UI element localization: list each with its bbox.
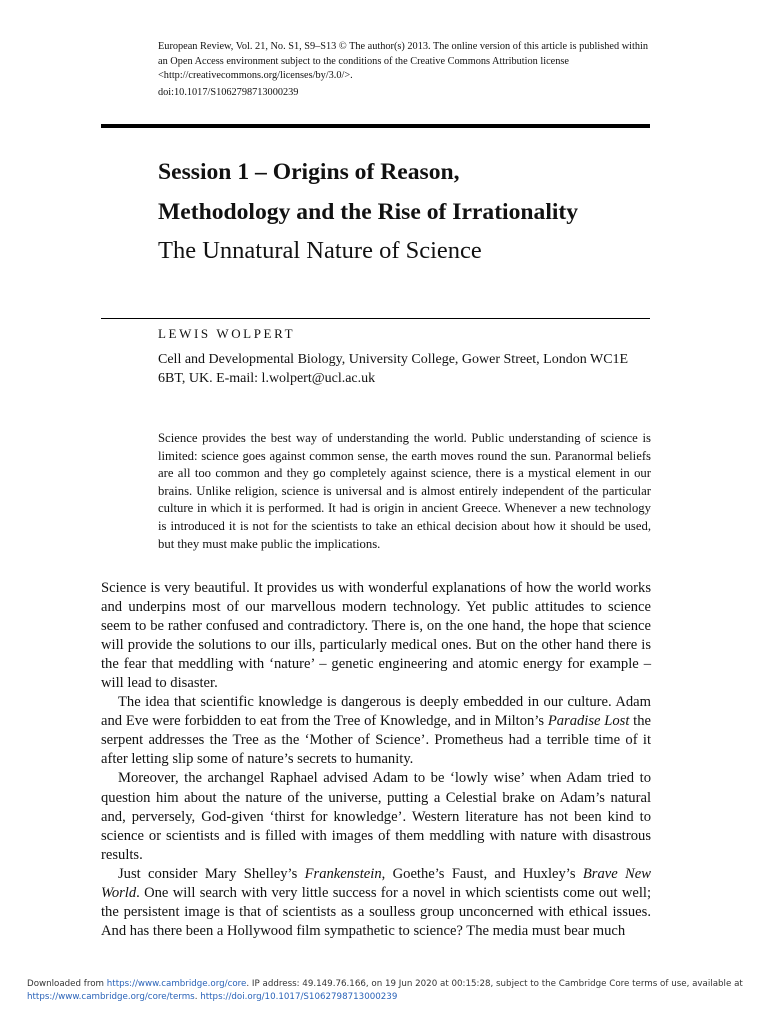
footer-separator: . — [194, 992, 201, 1002]
author-affiliation: Cell and Developmental Biology, University College, Gower Street, London WC1E 6BT, UK. E-mail: l.wolpert@ucl.ac.uk — [158, 352, 629, 386]
footer-prefix: Downloaded from — [27, 979, 107, 989]
p2-text-b: the serpent addresses the Tree as the ‘Mother of Science’. Prometheus had a terrible time of it after letting slip some of nature’s secrets to humanity. — [101, 713, 651, 768]
body-paragraph-3: Moreover, the archangel Raphael advised Adam to be ‘lowly wise’ when Adam tried to question him about the nature of the universe, putting a Celestial brake on Adam’s natural and, perversely, God-given ‘thirst for knowledge’. Western literature has not been kind to science or scientists and is filled with images of them meddling with nature with disastrous results. — [101, 770, 651, 863]
p4-text-a: Just consider Mary Shelley’s — [118, 865, 305, 882]
article-body — [101, 579, 651, 941]
terms-link[interactable]: https://www.cambridge.org/core/terms — [27, 992, 195, 1002]
session-title-line2: Methodology and the Rise of Irrationality — [158, 199, 579, 225]
doi-link[interactable]: https://doi.org/10.1017/S1062798713000239 — [200, 992, 398, 1002]
p4-italic-brave-new-world: Brave New World — [101, 865, 651, 901]
p2-text-a: The idea that scientific knowledge is dangerous is deeply embedded in our culture. Adam and Eve were forbidden to eat from the Tree of Knowledge, and in Milton’s — [101, 694, 651, 730]
session-title — [158, 152, 578, 232]
core-link[interactable]: https://www.cambridge.org/core — [106, 979, 247, 989]
body-paragraph-4 — [101, 865, 651, 941]
body-paragraph-2 — [101, 693, 651, 769]
doi-text: doi:10.1017/S1062798713000239 — [158, 87, 299, 98]
title-divider — [101, 124, 650, 128]
abstract: Science provides the best way of understanding the world. Public understanding of science is limited: science goes against common sense, the earth moves round the sun. Paranormal beliefs are all too common and they go completely against science, there is a mystical element in our brains. Unlike religion, science is universal and is almost entirely independent of the particular culture in which it is performed. It had is origin in ancient Greece. Whenever a new technology is introduced it is not for the scientists to take an ethical decision about how it should be used, but they must make public the implications. — [158, 431, 651, 551]
author-divider — [101, 318, 650, 319]
p2-italic-title: Paradise Lost — [547, 713, 630, 730]
p4-text-c: . One will search with very little success for a novel in which scientists come out well; the persistent image is that of scientists as a soulless group unconcerned with ethical issues. And has there been a Hollywood film sympathetic to science? The media must bear much — [101, 884, 651, 939]
p4-italic-frankenstein: Frankenstein — [304, 865, 382, 882]
journal-header — [158, 40, 650, 84]
body-paragraph-1: Science is very beautiful. It provides us with wonderful explanations of how the world works and underpins most of our marvellous modern technology. Yet public attitudes to science seem to be rather confused and contradictory. There is, on the one hand, the hope that science will provide the solutions to our ills, particularly medical ones. But on the other hand there is the fear that meddling with ‘nature’ – genetic engineering and atomic energy for example – will lead to disaster. — [101, 580, 651, 692]
article-subtitle: The Unnatural Nature of Science — [158, 237, 482, 264]
p4-text-b: , Goethe’s Faust, and Huxley’s — [381, 865, 583, 882]
download-footer — [27, 978, 747, 1004]
citation-text: European Review, Vol. 21, No. S1, S9–S13 © The author(s) 2013. The online version of this article is published within an Open Access environment subject to the conditions of the Creative Commons Attribution license <http://creativecommons.org/licenses/by/3.0/>. — [158, 41, 649, 82]
footer-ip-text: . IP address: 49.149.76.166, on 19 Jun 2020 at 00:15:28, subject to the Cambridge Core terms of use, available at — [246, 979, 743, 989]
author-name: LEWIS WOLPERT — [158, 326, 296, 341]
session-title-line1: Session 1 – Origins of Reason, — [158, 159, 460, 185]
